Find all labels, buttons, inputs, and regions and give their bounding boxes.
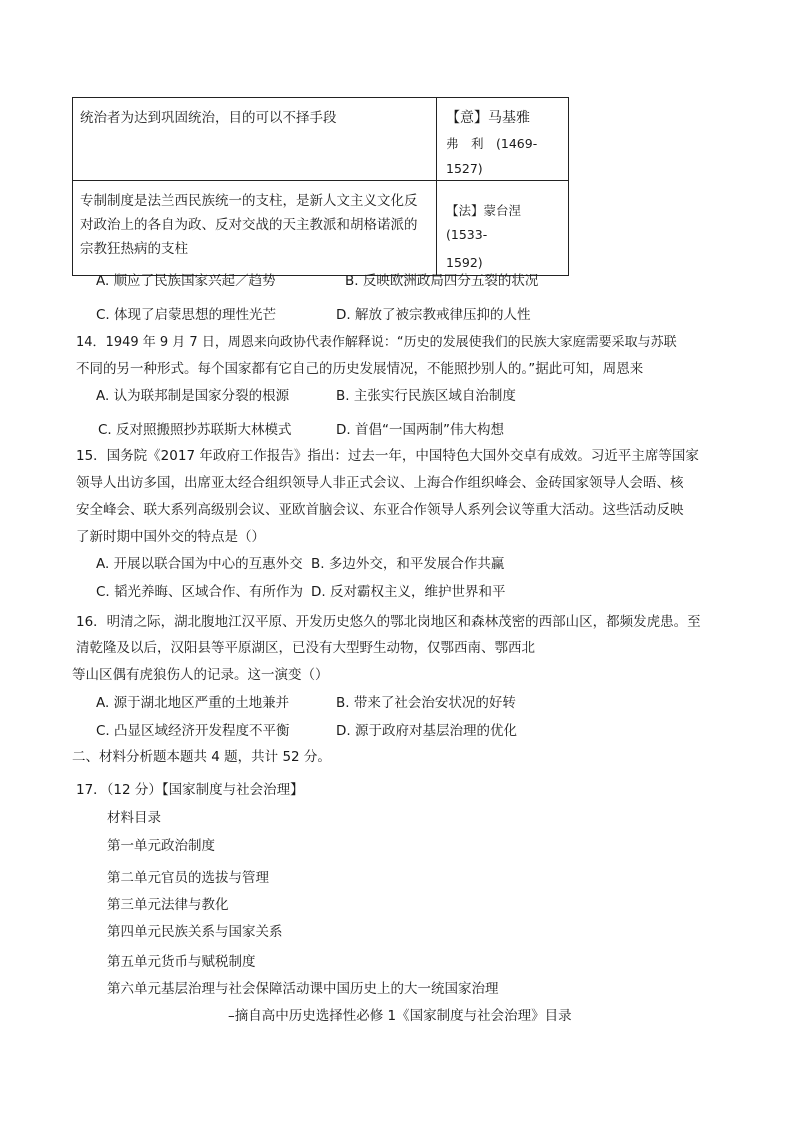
option-d[interactable]: D. 反对霸权主义，维护世界和平 [311,584,506,600]
question-16-stem: 等山区偶有虎狼伤人的记录。这一演变（） [72,667,329,683]
option-d[interactable]: D. 源于政府对基层治理的优化 [336,723,517,739]
option-c[interactable]: C. 反对照搬照抄苏联斯大林模式 [98,422,292,438]
question-15-stem: 了新时期中国外交的特点是（） [76,529,265,545]
table-cell-author: 【意】马基雅 弗 利 (1469- 1527) [437,98,569,181]
catalog-source: –摘自高中历史选择性必修 1《国家制度与社会治理》目录 [228,1008,572,1024]
catalog-title: 材料目录 [107,810,161,826]
comparison-table [72,97,569,276]
option-b[interactable]: B. 多边外交，和平发展合作共赢 [311,556,505,572]
option-a[interactable]: A. 顺应了民族国家兴起／趋势 [96,273,276,289]
option-c[interactable]: C. 体现了启蒙思想的理性光芒 [96,307,277,323]
question-15-stem: 15．国务院《2017 年政府工作报告》指出：过去一年，中国特色大国外交卓有成效。习近平主席等国家 [76,448,699,464]
question-17-header: 17．（12 分）【国家制度与社会治理】 [76,782,304,798]
catalog-unit: 第一单元政治制度 [107,838,215,854]
catalog-unit: 第五单元货币与赋税制度 [107,954,256,970]
option-c[interactable]: C. 韬光养晦、区域合作、有所作为 [96,584,304,600]
question-14-stem: 不同的另一种形式。每个国家都有它自己的历史发展情况，不能照抄别人的。”据此可知，周恩来 [76,361,644,377]
option-a[interactable]: A. 源于湖北地区严重的土地兼并 [96,695,290,711]
option-a[interactable]: A. 认为联邦制是国家分裂的根源 [96,388,290,404]
section-heading: 二、材料分析题本题共 4 题，共计 52 分。 [72,749,331,765]
catalog-unit: 第四单元民族关系与国家关系 [107,924,283,940]
option-d[interactable]: D. 首倡“一国两制”伟大构想 [336,422,504,438]
option-b[interactable]: B. 带来了社会治安状况的好转 [336,695,516,711]
table-cell-view: 专制制度是法兰西民族统一的支柱，是新人文主义文化反对政治上的各自为政、反对交战的天主教派和胡格诺派的宗教狂热病的支柱 [73,181,437,276]
option-c[interactable]: C. 凸显区域经济开发程度不平衡 [96,723,290,739]
table-row [73,181,569,276]
table-cell-author: 【法】蒙台涅(1533- 1592) [437,181,569,276]
question-15-stem: 安全峰会、联大系列高级别会议、亚欧首脑会议、东亚合作领导人系列会议等重大活动。这些活动反映 [76,502,684,518]
option-b[interactable]: B. 反映欧洲政局四分五裂的状况 [345,273,539,289]
question-15-stem: 领导人出访多国，出席亚太经合组织领导人非正式会议、上海合作组织峰会、金砖国家领导人会晤、核 [76,475,684,491]
option-d[interactable]: D. 解放了被宗教戒律压抑的人性 [336,307,531,323]
question-14-stem: 14．1949 年 9 月 7 日，周恩来向政协代表作解释说：“历史的发展使我们的民族大家庭需要采取与苏联 [76,335,677,350]
table-row [73,98,569,181]
question-16-stem: 清乾隆及以后，汉阳县等平原湖区，已没有大型野生动物，仅鄂西南、鄂西北 [76,640,535,656]
catalog-unit: 第六单元基层治理与社会保障活动课中国历史上的大一统国家治理 [107,981,499,997]
table-cell-view: 统治者为达到巩固统治，目的可以不择手段 [73,98,437,181]
catalog-unit: 第二单元官员的选拔与管理 [107,870,269,886]
question-16-stem: 16．明清之际，湖北腹地江汉平原、开发历史悠久的鄂北岗地区和森林茂密的西部山区，都频发虎患。至 [76,614,701,630]
option-b[interactable]: B. 主张实行民族区域自治制度 [336,388,516,404]
catalog-unit: 第三单元法律与教化 [107,897,229,913]
option-a[interactable]: A. 开展以联合国为中心的互惠外交 [96,556,303,572]
